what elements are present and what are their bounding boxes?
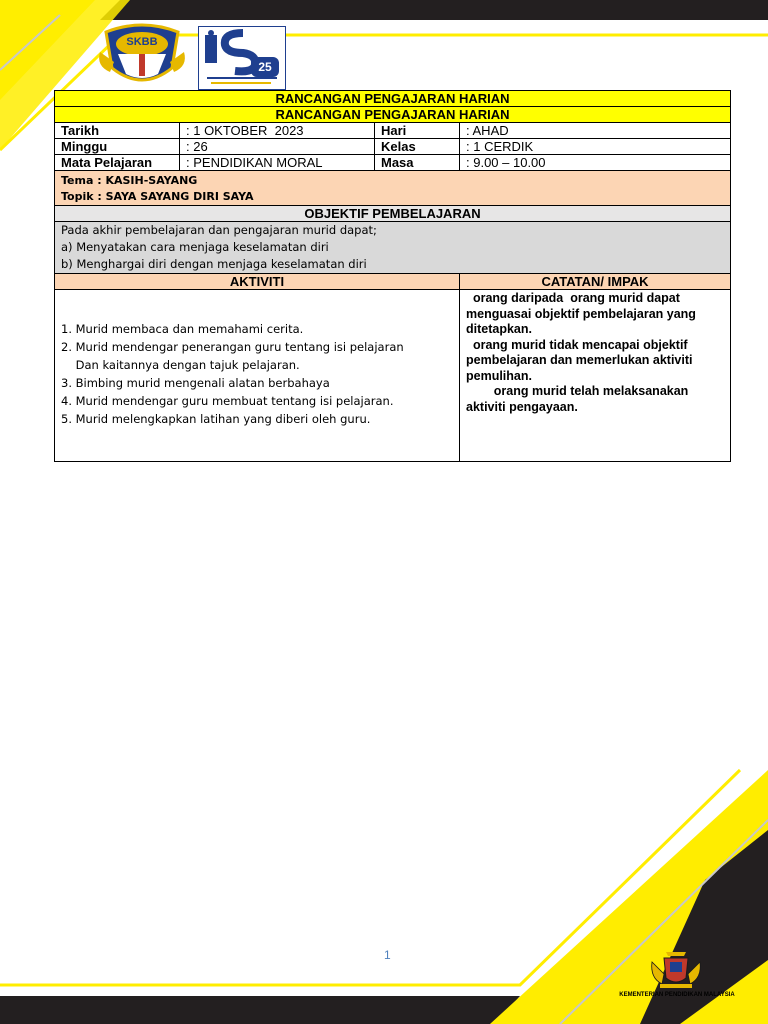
aktiviti-list: [61, 320, 453, 428]
value-kelas: : 1 CERDIK: [460, 139, 731, 155]
plan-title-2: RANCANGAN PENGAJARAN HARIAN: [55, 107, 731, 123]
catatan-enrichment: orang murid telah melaksanakan aktiviti pengayaan.: [466, 384, 692, 414]
aktiviti-cell: [55, 290, 460, 462]
catatan-mastery: orang daripada orang murid dapat menguasai objektif pembelajaran yang ditetapkan.: [466, 291, 700, 336]
page-number: 1: [384, 948, 391, 962]
aktiviti-item: 2. Murid mendengar penerangan guru tentang isi pelajaran: [61, 340, 404, 354]
info-row-subject: [55, 155, 731, 171]
label-hari: Hari: [375, 123, 460, 139]
lesson-plan-table: [54, 90, 731, 462]
ministry-crest: [648, 948, 704, 990]
objective-body-row: [55, 222, 731, 274]
value-tarikh: : 1 OKTOBER 2023: [180, 123, 375, 139]
aktiviti-item: 4. Murid mendengar guru membuat tentang isi pelajaran.: [61, 394, 394, 408]
label-masa: Masa: [375, 155, 460, 171]
label-minggu: Minggu: [55, 139, 180, 155]
value-minggu: : 26: [180, 139, 375, 155]
school-crest-logo: [96, 22, 188, 90]
objective-heading-row: [55, 206, 731, 222]
activity-body-row: [55, 290, 731, 462]
anniversary-logo: [198, 26, 286, 90]
title-row-2: [55, 107, 731, 123]
theme-topic-cell: [55, 171, 731, 206]
crest-text: SKBB: [126, 36, 158, 48]
objective-b: b) Menghargai diri dengan menjaga keselamatan diri: [61, 257, 367, 271]
activity-heading-row: [55, 274, 731, 290]
anniversary-number: 25: [258, 60, 272, 74]
value-mata-pelajaran: : PENDIDIKAN MORAL: [180, 155, 375, 171]
skbb-school-crest-icon: [96, 22, 188, 90]
ministry-caption: KEMENTERIAN PENDIDIKAN MALAYSIA: [619, 992, 735, 998]
objective-a: a) Menyatakan cara menjaga keselamatan diri: [61, 240, 329, 254]
aktiviti-item: 3. Bimbing murid mengenali alatan berbahaya: [61, 376, 330, 390]
tema-text: Tema : KASIH-SAYANG: [61, 174, 198, 187]
catatan-remedial: orang murid tidak mencapai objektif pembelajaran dan memerlukan aktiviti pemulihan.: [466, 337, 696, 383]
value-hari: : AHAD: [460, 123, 731, 139]
topik-text: Topik : SAYA SAYANG DIRI SAYA: [61, 190, 254, 203]
catatan-cell: [460, 290, 731, 462]
label-kelas: Kelas: [375, 139, 460, 155]
title-row-1: [55, 91, 731, 107]
aktiviti-item: 5. Murid melengkapkan latihan yang diberi oleh guru.: [61, 412, 371, 426]
info-row-week: [55, 139, 731, 155]
label-tarikh: Tarikh: [55, 123, 180, 139]
plan-title-1: RANCANGAN PENGAJARAN HARIAN: [55, 91, 731, 107]
aktiviti-item: Dan kaitannya dengan tajuk pelajaran.: [61, 358, 300, 372]
objective-body: [55, 222, 731, 274]
catatan-heading: CATATAN/ IMPAK: [460, 274, 731, 290]
info-row-date: [55, 123, 731, 139]
objective-heading: OBJEKTIF PEMBELAJARAN: [55, 206, 731, 222]
objective-intro: Pada akhir pembelajaran dan pengajaran murid dapat;: [61, 223, 377, 237]
aktiviti-heading: AKTIVITI: [55, 274, 460, 290]
theme-row: [55, 171, 731, 206]
aktiviti-item: 1. Murid membaca dan memahami cerita.: [61, 322, 304, 336]
label-mata-pelajaran: Mata Pelajaran: [55, 155, 180, 171]
malaysia-coat-of-arms-icon: [648, 948, 704, 990]
value-masa: : 9.00 – 10.00: [460, 155, 731, 171]
25-years-anniversary-logo-icon: [199, 27, 285, 89]
